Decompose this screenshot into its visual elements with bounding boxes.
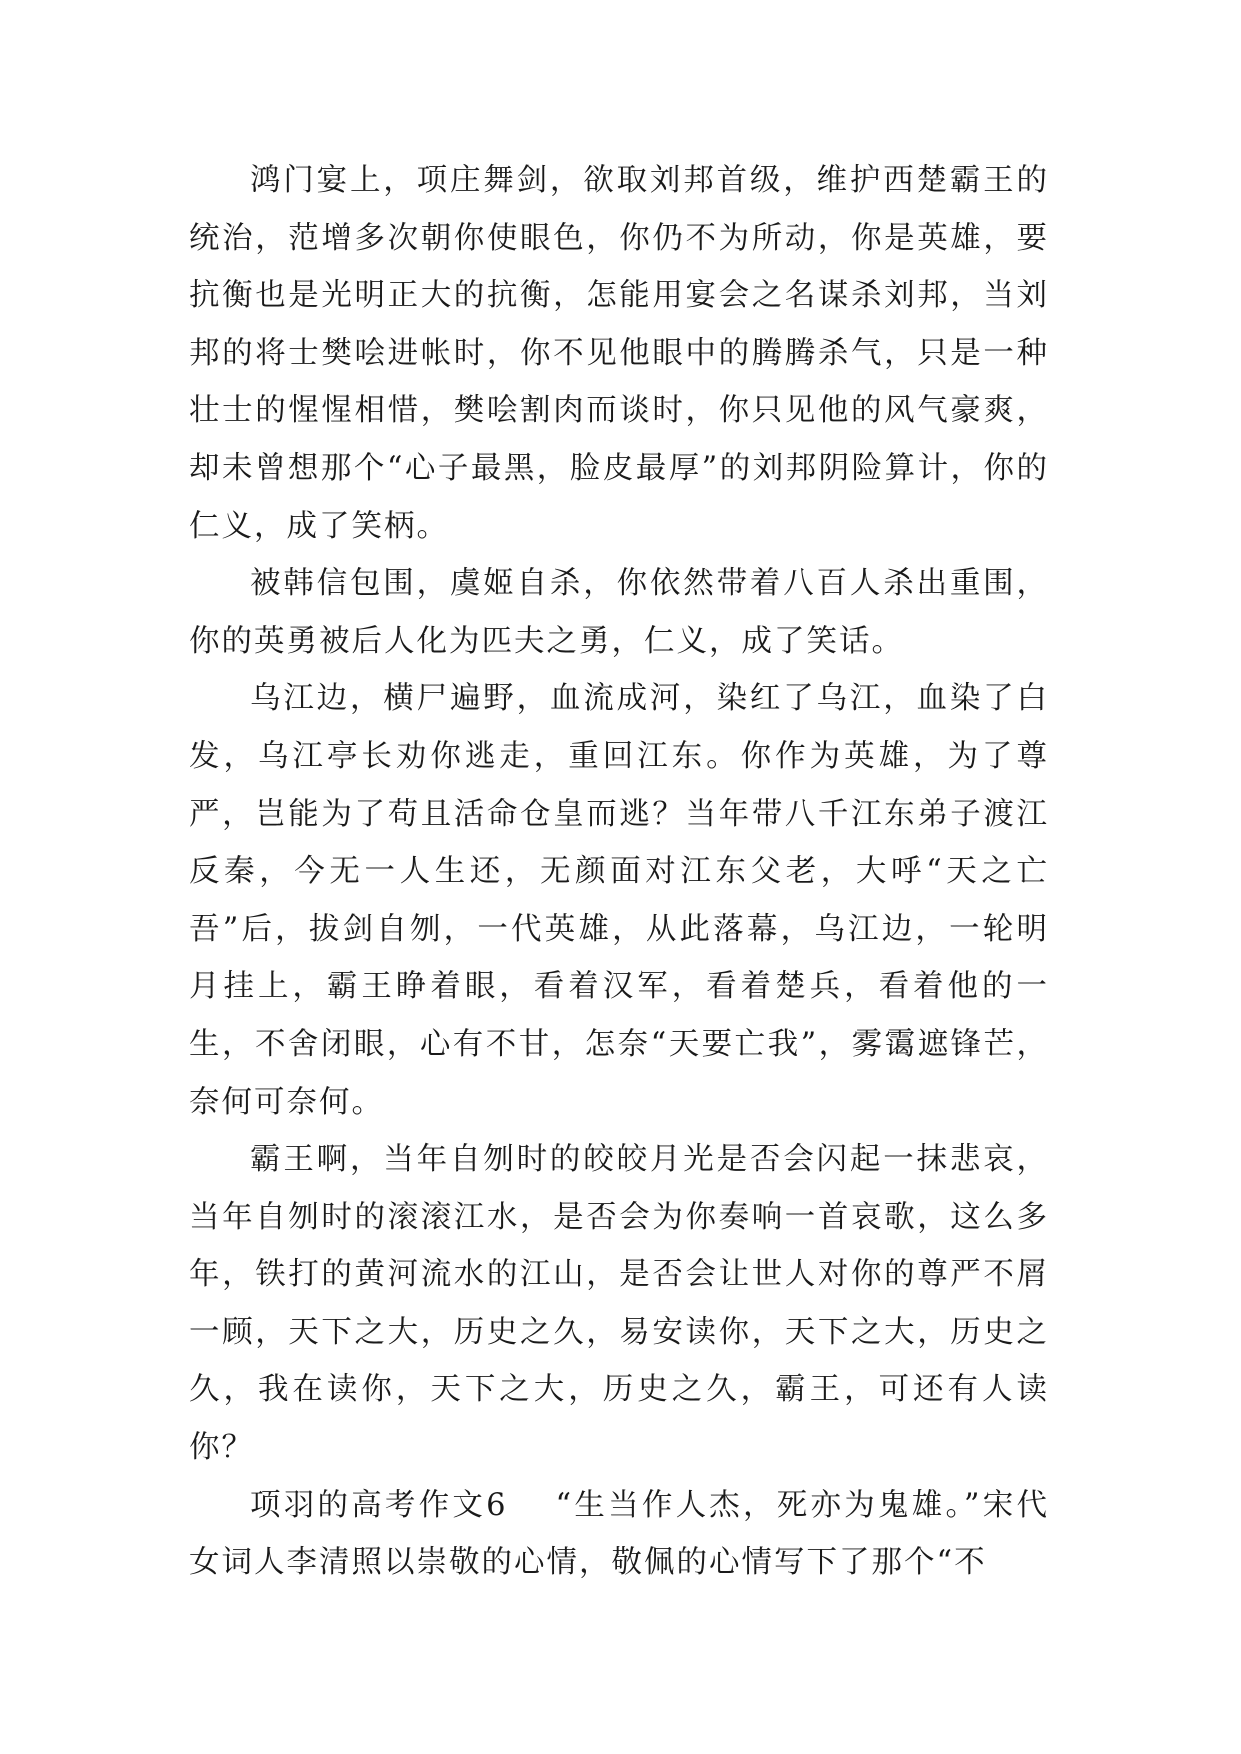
essay-opening-text: “生当作人杰，死亦为鬼雄。”宋代女词人李清照以崇敬的心情，敬佩的心情写下了那个“不	[189, 1487, 1049, 1581]
paragraph-wujiang-river: 乌江边，横尸遍野，血流成河，染红了乌江，血染了白发，乌江亭长劝你逃走，重回江东。你作为英雄，为了尊严，岂能为了苟且活命仓皇而逃？当年带八千江东弟子渡江反秦，今无一人生还，无颜面对江东父老，大呼“天之亡吾”后，拔剑自刎，一代英雄，从此落幕，乌江边，一轮明月挂上，霸王睁着眼，看着汉军，看着楚兵，看着他的一生，不舍闭眼，心有不甘，怎奈“天要亡我”，雾霭遮锋芒，奈何可奈何。	[189, 681, 1049, 1120]
paragraph-lament: 霸王啊，当年自刎时的皎皎月光是否会闪起一抹悲哀，当年自刎时的滚滚江水，是否会为你奏响一首哀歌，这么多年，铁打的黄河流水的江山，是否会让世人对你的尊严不屑一顾，天下之大，历史之久，易安读你，天下之大，历史之久，我在读你，天下之大，历史之久，霸王，可还有人读你？	[189, 1142, 1049, 1466]
paragraph-essay-six	[189, 1477, 1049, 1592]
paragraph-hongmen-banquet: 鸿门宴上，项庄舞剑，欲取刘邦首级，维护西楚霸王的统治，范增多次朝你使眼色，你仍不为所动，你是英雄，要抗衡也是光明正大的抗衡，怎能用宴会之名谋杀刘邦，当刘邦的将士樊哙进帐时，你不见他眼中的腾腾杀气，只是一种壮士的惺惺相惜，樊哙割肉而谈时，你只见他的风气豪爽，却未曾想那个“心子最黑，脸皮最厚”的刘邦阴险算计，你的仁义，成了笑柄。	[189, 163, 1049, 544]
paragraph-besieged: 被韩信包围，虞姬自杀，你依然带着八百人杀出重围，你的英勇被后人化为匹夫之勇，仁义，成了笑话。	[189, 566, 1049, 659]
essay-heading: 项羽的高考作文6	[250, 1487, 508, 1523]
document-body	[189, 152, 1049, 1592]
